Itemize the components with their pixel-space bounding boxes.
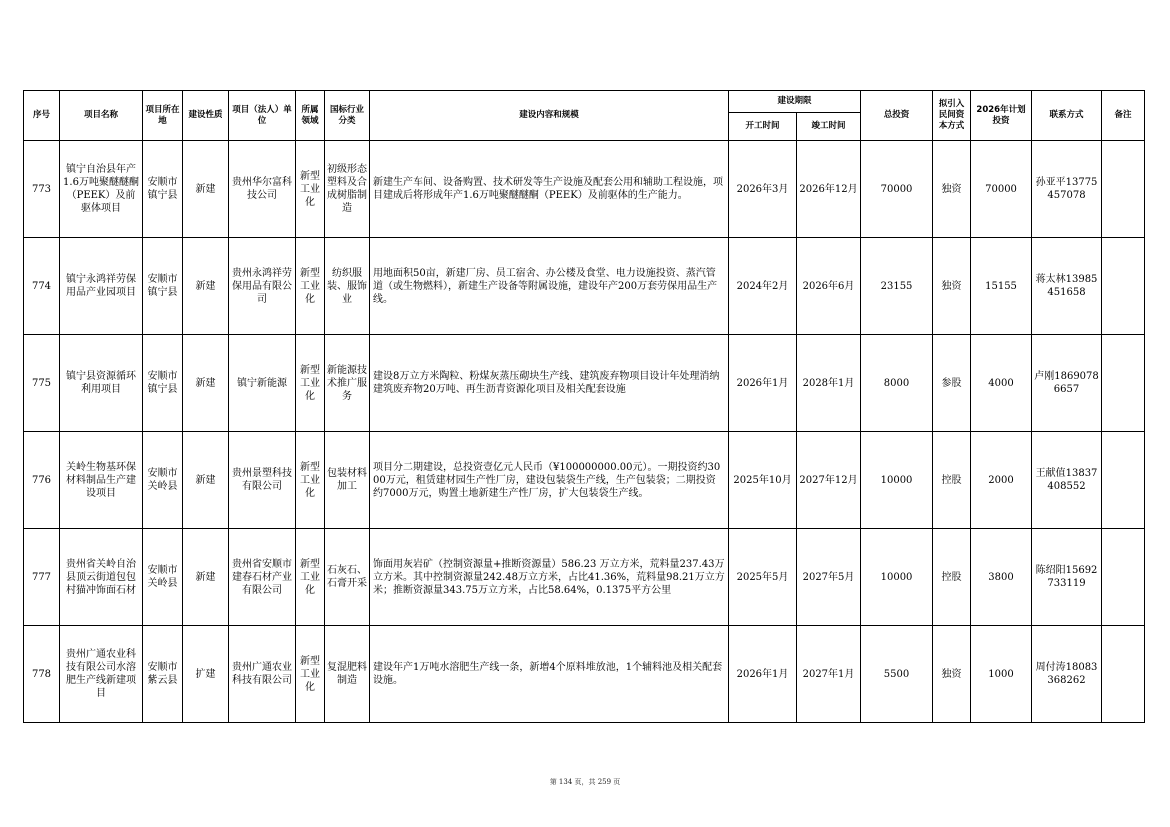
header-location: 项目所在地 xyxy=(143,91,183,141)
cell-content: 建设年产1万吨水溶肥生产线一条，新增4个原料堆放池，1个辅料池及相关配套设施。 xyxy=(370,626,729,723)
page-footer: 第 134 页，共 259 页 xyxy=(549,778,621,786)
cell-method: 独资 xyxy=(933,626,971,723)
cell-nature: 新建 xyxy=(183,529,229,626)
cell-start: 2024年2月 xyxy=(729,238,797,335)
header-nature: 建设性质 xyxy=(183,91,229,141)
cell-industry: 新能源技术推广服务 xyxy=(325,335,370,432)
cell-plan: 2000 xyxy=(971,432,1032,529)
cell-end: 2027年12月 xyxy=(797,432,861,529)
cell-end: 2027年5月 xyxy=(797,529,861,626)
cell-content: 新建生产车间、设备购置、技术研发等生产设施及配套公用和辅助工程设施，项目建成后将形成年产1.6万吨聚醚醚酮（PEEK）及前驱体的生产能力。 xyxy=(370,141,729,238)
cell-plan: 15155 xyxy=(971,238,1032,335)
cell-seq: 775 xyxy=(24,335,60,432)
cell-name: 镇宁永鸿祥劳保用品产业园项目 xyxy=(60,238,143,335)
header-content: 建设内容和规模 xyxy=(370,91,729,141)
table-row xyxy=(24,529,1145,626)
cell-unit: 贵州景塑科技有限公司 xyxy=(229,432,296,529)
cell-seq: 774 xyxy=(24,238,60,335)
cell-total: 10000 xyxy=(861,529,933,626)
cell-field: 新型工业化 xyxy=(296,529,325,626)
table-row xyxy=(24,432,1145,529)
cell-industry: 初级形态塑料及合成树脂制造 xyxy=(325,141,370,238)
cell-end: 2027年1月 xyxy=(797,626,861,723)
cell-nature: 新建 xyxy=(183,335,229,432)
cell-industry: 复混肥料制造 xyxy=(325,626,370,723)
cell-total: 10000 xyxy=(861,432,933,529)
header-unit: 项目（法人）单位 xyxy=(229,91,296,141)
cell-end: 2026年12月 xyxy=(797,141,861,238)
cell-remark xyxy=(1102,529,1145,626)
cell-unit: 镇宁新能源 xyxy=(229,335,296,432)
cell-location: 安顺市关岭县 xyxy=(143,529,183,626)
cell-start: 2026年1月 xyxy=(729,335,797,432)
cell-plan: 1000 xyxy=(971,626,1032,723)
cell-plan: 3800 xyxy=(971,529,1032,626)
cell-seq: 773 xyxy=(24,141,60,238)
header-plan: 2026年计划投资 xyxy=(971,91,1032,141)
header-start: 开工时间 xyxy=(729,113,797,141)
cell-remark xyxy=(1102,432,1145,529)
cell-contact: 蒋太林13985451658 xyxy=(1032,238,1102,335)
cell-name: 贵州省关岭自治县顶云街道包包村猫冲饰面石材 xyxy=(60,529,143,626)
table-row xyxy=(24,238,1145,335)
cell-industry: 包装材料加工 xyxy=(325,432,370,529)
cell-seq: 777 xyxy=(24,529,60,626)
cell-remark xyxy=(1102,335,1145,432)
cell-method: 控股 xyxy=(933,432,971,529)
cell-method: 独资 xyxy=(933,238,971,335)
cell-remark xyxy=(1102,626,1145,723)
cell-nature: 扩建 xyxy=(183,626,229,723)
cell-method: 独资 xyxy=(933,141,971,238)
cell-nature: 新建 xyxy=(183,432,229,529)
cell-plan: 70000 xyxy=(971,141,1032,238)
header-row xyxy=(24,91,1145,113)
cell-unit: 贵州永鸿祥劳保用品有限公司 xyxy=(229,238,296,335)
cell-method: 控股 xyxy=(933,529,971,626)
cell-field: 新型工业化 xyxy=(296,626,325,723)
table-body xyxy=(24,141,1145,723)
cell-method: 参股 xyxy=(933,335,971,432)
cell-content: 饰面用灰岩矿（控制资源量+推断资源量）586.23 万立方米，荒料量237.43万立方米。其中控制资源量242.48万立方米，占比41.36%，荒料量98.21万立方米；推断资源量343.75万立方米，占比58.64%，0.1375平方公里 xyxy=(370,529,729,626)
cell-industry: 石灰石、石膏开采 xyxy=(325,529,370,626)
cell-name: 关岭生物基环保材料制品生产建设项目 xyxy=(60,432,143,529)
cell-seq: 776 xyxy=(24,432,60,529)
cell-field: 新型工业化 xyxy=(296,432,325,529)
cell-contact: 陈绍阳15692733119 xyxy=(1032,529,1102,626)
header-seq: 序号 xyxy=(24,91,60,141)
cell-contact: 王献值13837408552 xyxy=(1032,432,1102,529)
header-field: 所属领域 xyxy=(296,91,325,141)
cell-remark xyxy=(1102,238,1145,335)
table-row xyxy=(24,335,1145,432)
header-industry: 国标行业分类 xyxy=(325,91,370,141)
header-method: 拟引入民间资本方式 xyxy=(933,91,971,141)
cell-nature: 新建 xyxy=(183,238,229,335)
cell-total: 70000 xyxy=(861,141,933,238)
cell-location: 安顺市紫云县 xyxy=(143,626,183,723)
cell-location: 安顺市镇宁县 xyxy=(143,238,183,335)
header-period: 建设期限 xyxy=(729,91,861,113)
cell-location: 安顺市镇宁县 xyxy=(143,335,183,432)
header-contact: 联系方式 xyxy=(1032,91,1102,141)
table-row xyxy=(24,626,1145,723)
cell-start: 2025年10月 xyxy=(729,432,797,529)
cell-plan: 4000 xyxy=(971,335,1032,432)
cell-end: 2028年1月 xyxy=(797,335,861,432)
table-row xyxy=(24,141,1145,238)
header-total: 总投资 xyxy=(861,91,933,141)
cell-content: 项目分二期建设，总投资壹亿元人民币（¥100000000.00元）。一期投资约3000万元，租赁建材园生产性厂房，建设包装袋生产线，生产包装袋；二期投资约7000万元，购置土地新建生产性厂房，扩大包装袋生产线。 xyxy=(370,432,729,529)
cell-name: 镇宁自治县年产1.6万吨聚醚醚酮（PEEK）及前驱体项目 xyxy=(60,141,143,238)
cell-industry: 纺织服装、服饰业 xyxy=(325,238,370,335)
header-name: 项目名称 xyxy=(60,91,143,141)
cell-field: 新型工业化 xyxy=(296,335,325,432)
header-end: 竣工时间 xyxy=(797,113,861,141)
cell-start: 2026年1月 xyxy=(729,626,797,723)
header-remark: 备注 xyxy=(1102,91,1145,141)
cell-field: 新型工业化 xyxy=(296,238,325,335)
cell-unit: 贵州省安顺市建春石材产业有限公司 xyxy=(229,529,296,626)
cell-start: 2025年5月 xyxy=(729,529,797,626)
cell-field: 新型工业化 xyxy=(296,141,325,238)
cell-end: 2026年6月 xyxy=(797,238,861,335)
cell-total: 8000 xyxy=(861,335,933,432)
cell-name: 贵州广通农业科技有限公司水溶肥生产线新建项目 xyxy=(60,626,143,723)
cell-location: 安顺市关岭县 xyxy=(143,432,183,529)
cell-contact: 孙亚平13775457078 xyxy=(1032,141,1102,238)
project-table xyxy=(23,90,1145,723)
cell-nature: 新建 xyxy=(183,141,229,238)
cell-remark xyxy=(1102,141,1145,238)
cell-content: 建设8万立方米陶粒、粉煤灰蒸压砌块生产线、建筑废弃物项目设计年处理消纳建筑废弃物20万吨、再生沥青资源化项目及相关配套设施 xyxy=(370,335,729,432)
cell-location: 安顺市镇宁县 xyxy=(143,141,183,238)
cell-start: 2026年3月 xyxy=(729,141,797,238)
cell-unit: 贵州华尔富科技公司 xyxy=(229,141,296,238)
cell-name: 镇宁县资源循环利用项目 xyxy=(60,335,143,432)
cell-contact: 卢刚18690786657 xyxy=(1032,335,1102,432)
cell-total: 5500 xyxy=(861,626,933,723)
cell-seq: 778 xyxy=(24,626,60,723)
cell-unit: 贵州广通农业科技有限公司 xyxy=(229,626,296,723)
cell-content: 用地面积50亩，新建厂房、员工宿舍、办公楼及食堂、电力设施投资、蒸汽管道（或生物燃料），新建生产设备等附属设施，建设年产200万套劳保用品生产线。 xyxy=(370,238,729,335)
cell-total: 23155 xyxy=(861,238,933,335)
cell-contact: 周付涛18083368262 xyxy=(1032,626,1102,723)
